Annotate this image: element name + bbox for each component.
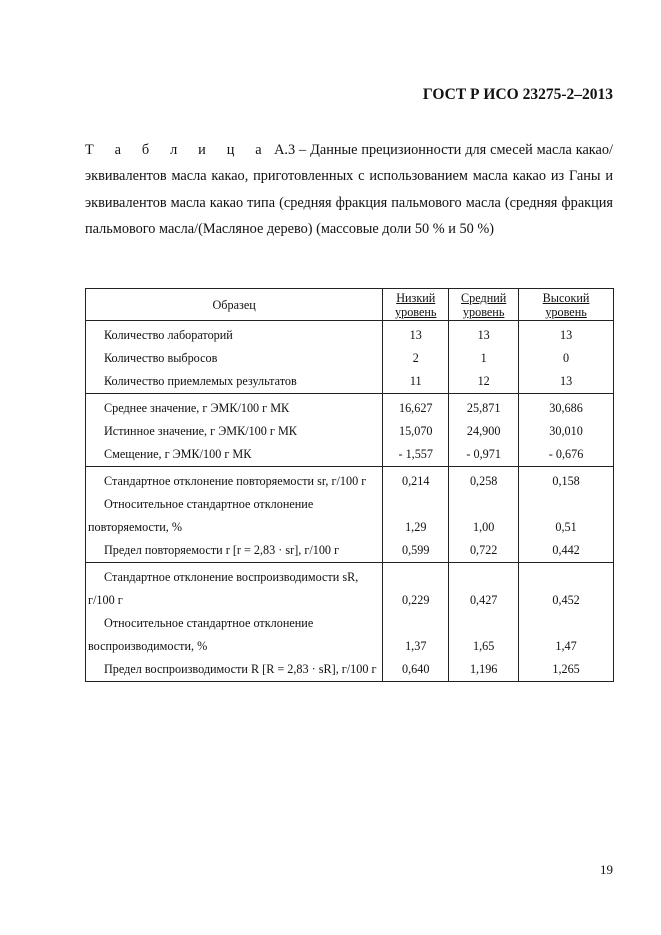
- table-row: [86, 467, 614, 494]
- row-value: 30,010: [519, 420, 614, 443]
- row-label: Смещение, г ЭМК/100 г МК: [104, 447, 252, 461]
- row-value: - 0,676: [519, 443, 614, 467]
- caption-text: А.3 – Данные прецизионности для смесей масла какао/эквивалентов масла какао, приготовленных с использованием масла какао из Ганы и эквивалентов масла какао типа (средняя фракция пальмового масла (средняя фракция пальмового масла/(Масляное дерево) (массовые доли 50 % и 50 %): [85, 142, 613, 238]
- table-row: [86, 658, 614, 682]
- row-value: 16,627: [383, 394, 449, 421]
- row-value: 1,65: [449, 612, 519, 658]
- row-label: Истинное значение, г ЭМК/100 г МК: [104, 424, 297, 438]
- row-value: 1,00: [449, 493, 519, 539]
- row-value: 1,47: [519, 612, 614, 658]
- row-value: 1,265: [519, 658, 614, 682]
- row-value: 30,686: [519, 394, 614, 421]
- header-sample: Образец: [86, 289, 383, 321]
- row-value: 0,158: [519, 467, 614, 494]
- row-value: 11: [383, 370, 449, 394]
- table-header-row: [86, 289, 614, 321]
- table-row: [86, 370, 614, 394]
- table-row: [86, 612, 614, 658]
- row-value: 0,229: [383, 563, 449, 613]
- caption-prefix: Т а б л и ц а: [85, 142, 271, 158]
- row-value: 1: [449, 347, 519, 370]
- table-row: [86, 539, 614, 563]
- page-number: 19: [600, 862, 613, 877]
- row-value: 1,196: [449, 658, 519, 682]
- row-value: - 1,557: [383, 443, 449, 467]
- row-value: 0,427: [449, 563, 519, 613]
- table-row: [86, 347, 614, 370]
- row-value: 24,900: [449, 420, 519, 443]
- table-row: [86, 443, 614, 467]
- row-label: Количество приемлемых результатов: [104, 374, 297, 388]
- row-label: Предел воспроизводимости R [R = 2,83 · sR], г/100 г: [104, 662, 377, 676]
- row-label: Стандартное отклонение воспроизводимости sR, г/100 г: [86, 563, 383, 613]
- table-row: [86, 563, 614, 613]
- row-label: Предел повторяемости r [r = 2,83 · sr], г/100 г: [104, 543, 340, 557]
- table-row: [86, 394, 614, 421]
- row-value: 0,640: [383, 658, 449, 682]
- header-mid: Средний уровень: [449, 289, 519, 321]
- row-value: 0,51: [519, 493, 614, 539]
- row-value: 15,070: [383, 420, 449, 443]
- row-value: 13: [519, 370, 614, 394]
- row-value: 0: [519, 347, 614, 370]
- header-low: Низкий уровень: [383, 289, 449, 321]
- row-value: 1,37: [383, 612, 449, 658]
- header-high: Высокий уровень: [519, 289, 614, 321]
- row-label: Количество выбросов: [104, 351, 218, 365]
- row-value: 25,871: [449, 394, 519, 421]
- row-value: 0,722: [449, 539, 519, 563]
- row-value: 0,258: [449, 467, 519, 494]
- row-value: 2: [383, 347, 449, 370]
- row-value: 0,452: [519, 563, 614, 613]
- row-value: 1,29: [383, 493, 449, 539]
- row-value: 0,214: [383, 467, 449, 494]
- row-value: 12: [449, 370, 519, 394]
- row-value: 13: [449, 321, 519, 348]
- row-label: Среднее значение, г ЭМК/100 г МК: [86, 394, 383, 421]
- precision-table: [85, 288, 614, 682]
- row-value: 0,599: [383, 539, 449, 563]
- row-value: 0,442: [519, 539, 614, 563]
- table-caption: [85, 137, 613, 243]
- row-value: - 0,971: [449, 443, 519, 467]
- row-label: Количество лабораторий: [86, 321, 383, 348]
- row-value: 13: [519, 321, 614, 348]
- table-row: [86, 321, 614, 348]
- row-value: 13: [383, 321, 449, 348]
- row-label: Относительное стандартное отклонение воспроизводимости, %: [88, 616, 314, 653]
- table-row: [86, 493, 614, 539]
- table-row: [86, 420, 614, 443]
- row-label: Относительное стандартное отклонение повторяемости, %: [88, 497, 314, 534]
- document-header: ГОСТ Р ИСО 23275-2–2013: [422, 86, 613, 103]
- row-label: Стандартное отклонение повторяемости sr, г/100 г: [86, 467, 383, 494]
